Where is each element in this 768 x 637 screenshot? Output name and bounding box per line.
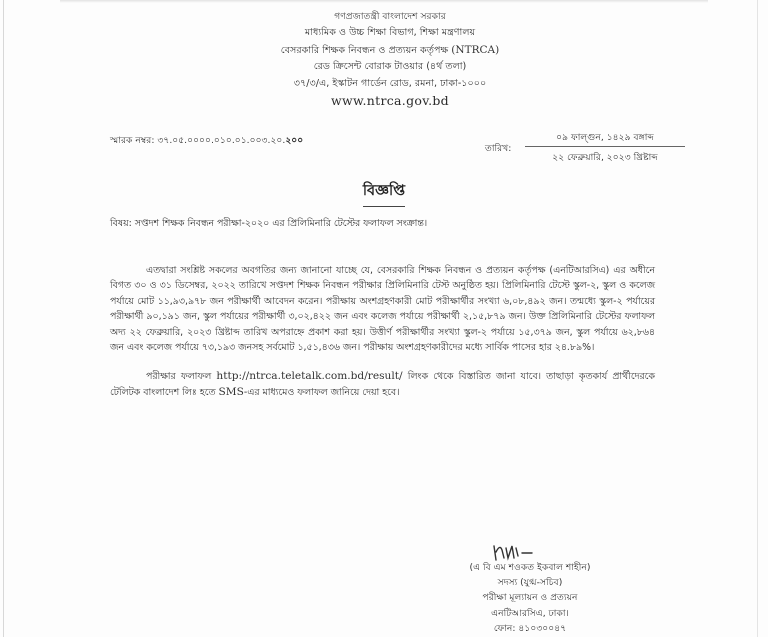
notice-body	[110, 263, 655, 400]
paragraph-2-middle: লিংক থেকে বিস্তারিত জানা যাবে। তাছাড়া কৃতকার্য প্রার্থীদেরকে টেলিটক বাংলাদেশ লিঃ হতে	[110, 371, 655, 398]
signatory-designation: সদস্য (যুগ্ম-সচিব)	[497, 577, 563, 589]
bangla-date: ০৯ ফাল্গুন, ১৪২৯ বঙ্গাব্দ	[525, 131, 685, 147]
organization-name	[200, 42, 580, 59]
signatory-name: (এ বি এম শওকত ইকবাল শাহীন)	[469, 562, 591, 573]
memo-number-suffix: ২০০	[285, 135, 304, 146]
signatory-phone: ফোন: ৪১০৩০০৪৭	[493, 622, 567, 634]
signatory-office: এনটিআরসিএ, ঢাকা।	[491, 607, 569, 619]
signatory-block	[430, 560, 630, 636]
street-address: ৩৭/৩/এ, ইস্কাটন গার্ডেন রোড, রমনা, ঢাকা-১০০০	[293, 77, 487, 89]
organization-name-bn: বেসরকারি শিক্ষক নিবন্ধন ও প্রত্যয়ন কর্তৃপক্ষ	[280, 44, 449, 56]
scan-edge-left	[3, 0, 4, 637]
letterhead	[200, 9, 580, 109]
notice-subject: বিষয়: সপ্তদশ শিক্ষক নিবন্ধন পরীক্ষা-২০২০ এর প্রিলিমিনারি টেস্টের ফলাফল সংক্রান্ত।	[110, 218, 428, 229]
notice-title: বিজ্ঞপ্তি	[363, 180, 405, 207]
memo-number	[110, 133, 303, 148]
organization-acronym: (NTRCA)	[451, 43, 500, 56]
website: www.ntrca.gov.bd	[331, 93, 449, 109]
date-values	[525, 131, 685, 166]
paragraph-2-intro: পরীক্ষার ফলাফল	[146, 371, 212, 383]
division-name: মাধ্যমিক ও উচ্চ শিক্ষা বিভাগ, শিক্ষা মন্ত্রণালয়	[304, 27, 476, 39]
government-name: গণপ্রজাতন্ত্রী বাংলাদেশ সরকার	[334, 11, 446, 22]
signatory-department: পরীক্ষা মূল্যায়ন ও প্রত্যয়ন	[482, 592, 578, 604]
sms-label: SMS	[218, 385, 244, 398]
date-label: তারিখ:	[485, 143, 512, 154]
body-paragraph-2	[110, 369, 655, 400]
result-link[interactable]: http://ntrca.teletalk.com.bd/result/	[216, 370, 403, 383]
memo-number-prefix: ৩৭.০৫.০০০০.০১০.০১.০০৩.২০.	[157, 135, 286, 146]
memo-label: স্মারক নম্বর:	[110, 135, 155, 146]
body-paragraph-1: এতদ্বারা সংশ্লিষ্ট সকলের অবগতির জন্য জানানো যাচ্ছে যে, বেসরকারি শিক্ষক নিবন্ধন ও প্রত্যয়ন কর্তৃপক্ষ (এনটিআরসিএ) এর অধীনে বিগত ৩০ ও ৩১ ডিসেম্বর, ২০২২ তারিখে সপ্তদশ শিক্ষক নিবন্ধন পরীক্ষার প্রিলিমিনারি টেস্ট অনুষ্ঠিত হয়। প্রিলিমিনারি টেস্টে স্কুল-২, স্কুল ও কলেজ পর্যায়ে মোট ১১,৯৩,৯৭৮ জন পরীক্ষার্থী আবেদন করেন। পরীক্ষায় অংশগ্রহণকারী মোট পরীক্ষার্থীর সংখ্যা ৬,০৮,৪৯২ জন। তন্মধ্যে স্কুল-২ পর্যায়ের পরীক্ষার্থী ৯০,১৯১ জন, স্কুল পর্যায়ের পরীক্ষার্থী ৩,০২,৪২২ জন এবং কলেজ পর্যায়ে পরীক্ষার্থী ২,১৫,৮৭৯ জন। উক্ত প্রিলিমিনারি টেস্টের ফলাফল অদ্য ২২ ফেব্রুয়ারি, ২০২৩ খ্রিষ্টাব্দ তারিখ অপরাহ্নে প্রকাশ করা হয়। উত্তীর্ণ পরীক্ষার্থীর সংখ্যা স্কুল-২ পর্যায়ে ১৫,৩৭৯ জন, স্কুল পর্যায়ে ৬২,৮৬৪ জন এবং কলেজ পর্যায়ে ৭৩,১৯৩ জনসহ সর্বমোট ১,৫১,৪৩৬ জন। পরীক্ষায় অংশগ্রহণকারীদের মধ্যে সার্বিক পাসের হার ২৪.৮৯%।	[110, 265, 655, 354]
scan-edge-right	[757, 0, 758, 637]
notice-heading	[0, 180, 768, 207]
gregorian-date: ২২ ফেব্রুয়ারি, ২০২৩ খ্রিষ্টাব্দ	[552, 152, 658, 163]
building-address: রেড ক্রিসেন্ট বোরাক টাওয়ার (৪র্থ তলা)	[313, 61, 467, 73]
paragraph-2-end: -এর মাধ্যমেও ফলাফল জানিয়ে দেয়া হবে।	[243, 386, 400, 398]
scan-top-bleed	[60, 0, 708, 3]
